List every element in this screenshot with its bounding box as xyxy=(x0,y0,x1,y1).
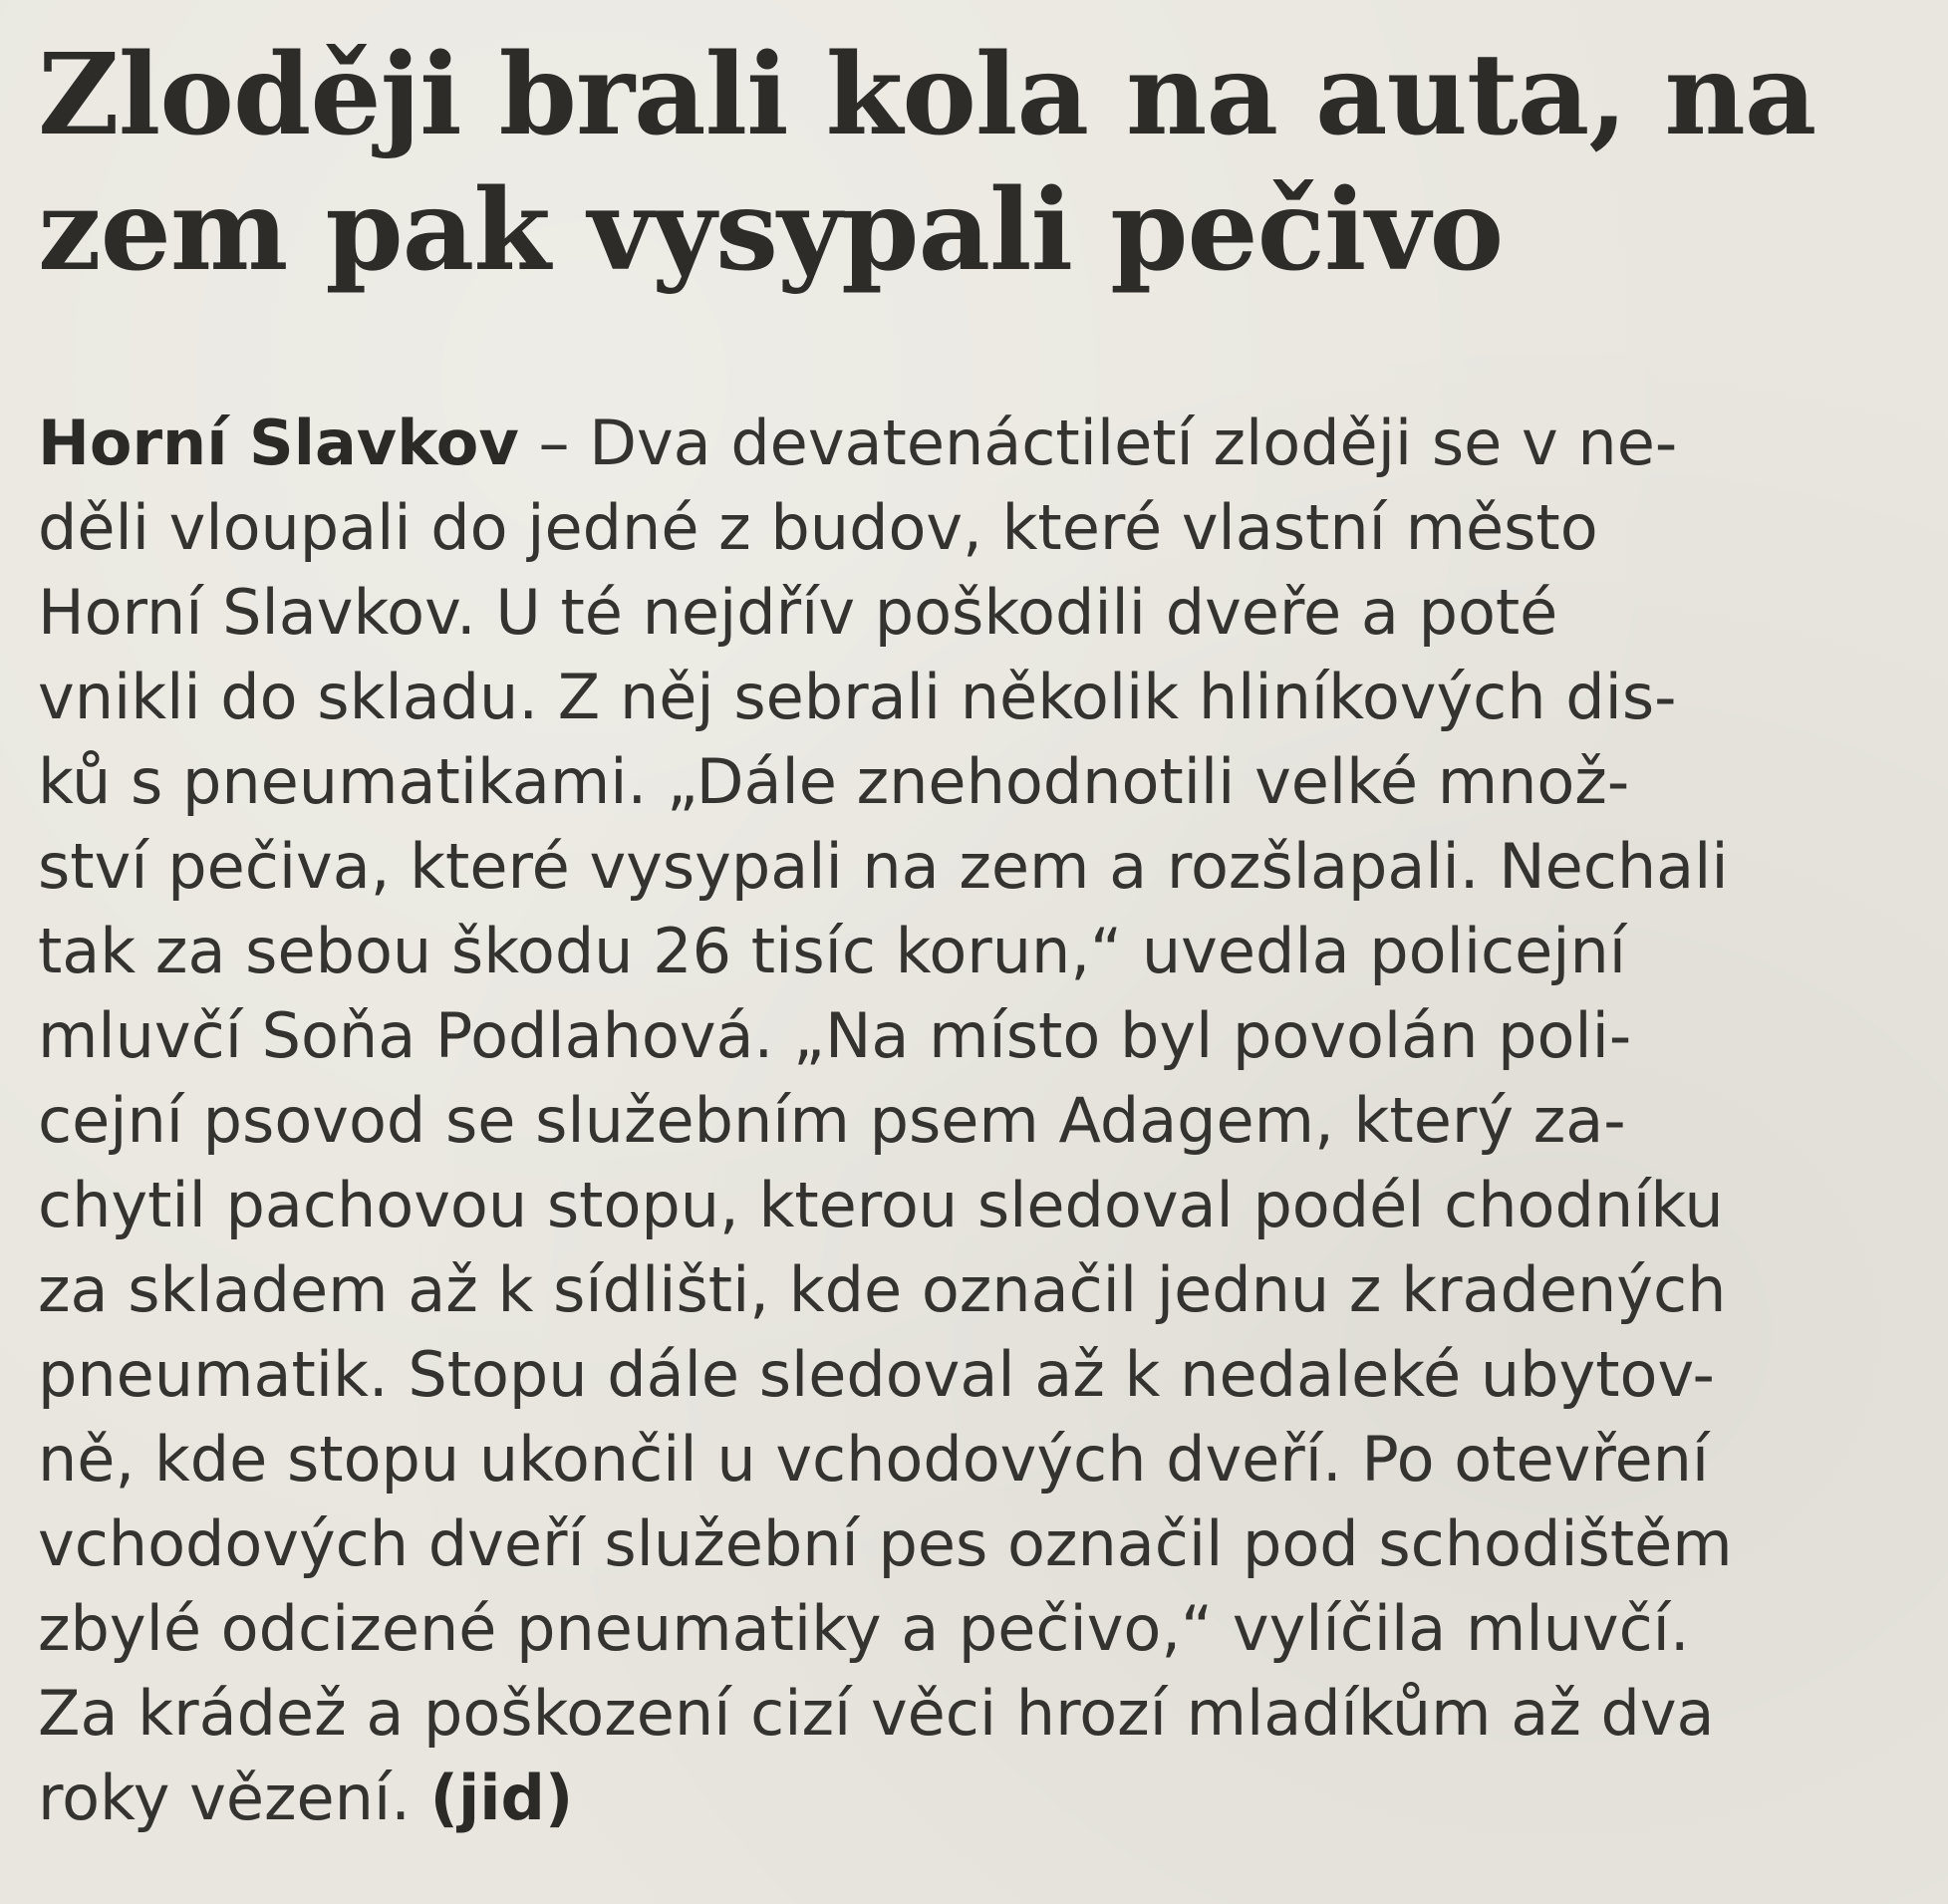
author-byline: (jid) xyxy=(429,1762,574,1834)
headline xyxy=(38,28,1916,299)
body-line: za skladem až k sídlišti, kde označil jednu z kradených xyxy=(38,1253,1727,1326)
body-line: pneumatik. Stopu dále sledoval až k nedaleké ubytov- xyxy=(38,1338,1715,1411)
article xyxy=(38,28,1916,1840)
body-line: děli vloupali do jedné z budov, které vlastní město xyxy=(38,491,1598,564)
body-line xyxy=(38,401,1916,485)
body-line: cejní psovod se služebním psem Adagem, který za- xyxy=(38,1084,1626,1157)
body-line: vchodových dveří služební pes označil pod schodištěm xyxy=(38,1507,1733,1580)
body-line: tak za sebou škodu 26 tisíc korun,“ uvedla policejní xyxy=(38,915,1627,987)
article-body xyxy=(38,401,1916,1840)
headline-line: zem pak vysypali pečivo xyxy=(38,165,1504,296)
body-line: ků s pneumatikami. „Dále znehodnotili velké množ- xyxy=(38,745,1630,818)
body-line: zbylé odcizené pneumatiky a pečivo,“ vylíčila mluvčí. xyxy=(38,1592,1690,1665)
body-line: ně, kde stopu ukončil u vchodových dveří. Po otevření xyxy=(38,1423,1710,1496)
body-line-text: – Dva devatenáctiletí zloději se v ne- xyxy=(518,407,1678,479)
body-line: ství pečiva, které vysypali na zem a rozšlapali. Nechali xyxy=(38,830,1729,903)
body-line: vnikli do skladu. Z něj sebrali několik hliníkových dis- xyxy=(38,661,1677,733)
headline-line: Zloději brali kola na auta, na xyxy=(38,30,1816,160)
body-line: Za krádež a poškození cizí věci hrozí mladíkům až dva xyxy=(38,1677,1715,1750)
body-line: mluvčí Soňa Podlahová. „Na místo byl povolán poli- xyxy=(38,999,1632,1072)
body-line: Horní Slavkov. U té nejdřív poškodili dveře a poté xyxy=(38,576,1558,649)
body-line-text: roky vězení. xyxy=(38,1762,430,1834)
body-line xyxy=(38,1756,1916,1840)
body-line: chytil pachovou stopu, kterou sledoval podél chodníku xyxy=(38,1169,1724,1241)
dateline: Horní Slavkov xyxy=(38,407,519,479)
